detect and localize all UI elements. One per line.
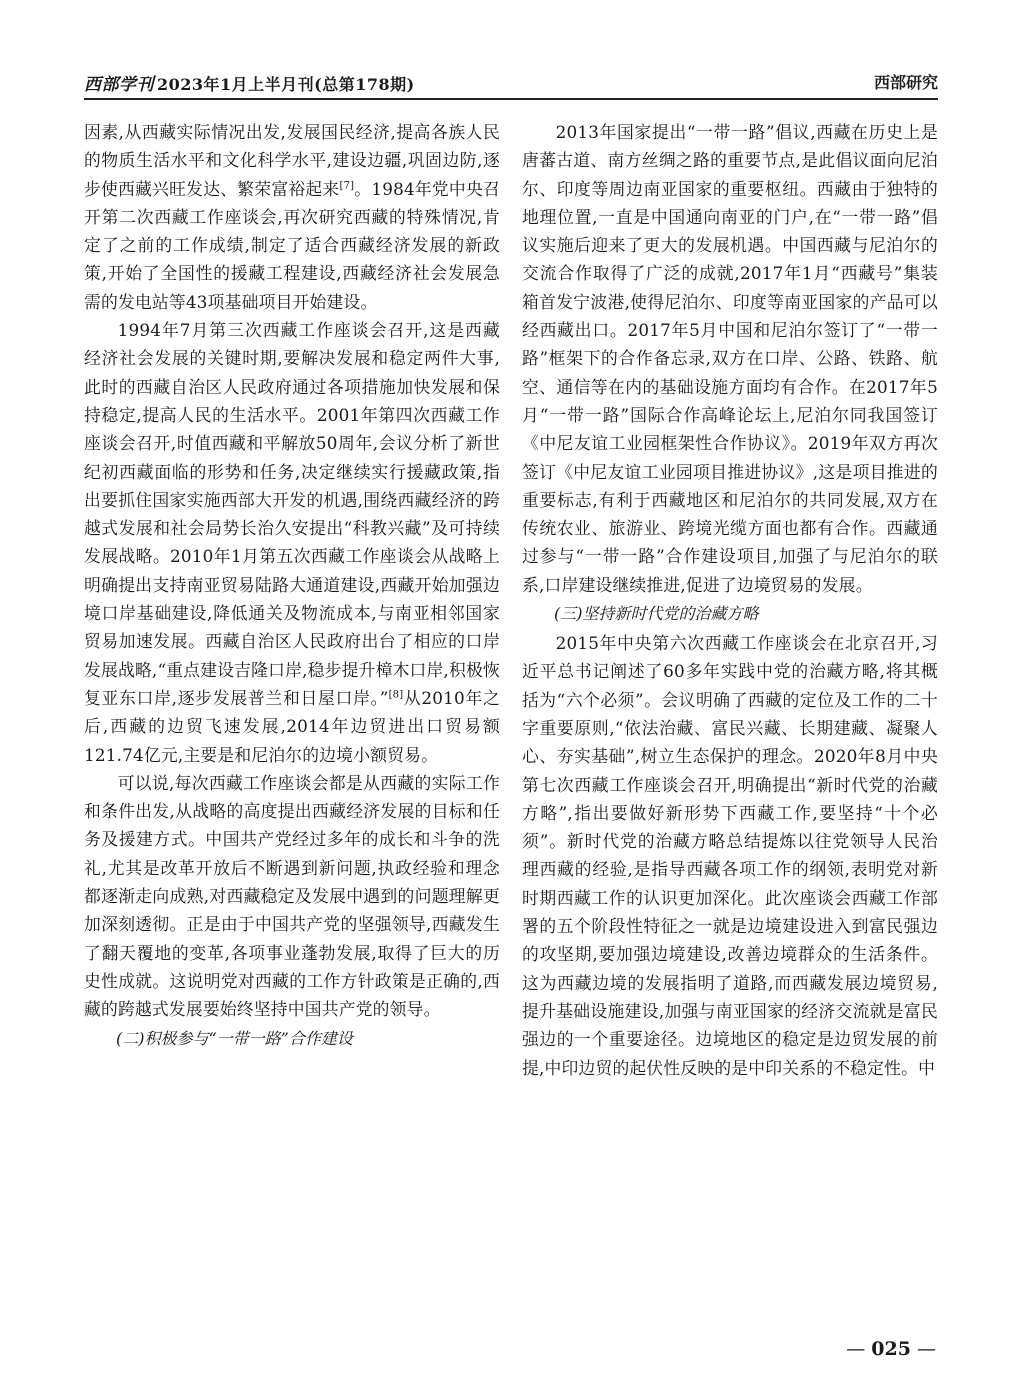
journal-issue bbox=[84, 70, 415, 95]
left-column bbox=[84, 118, 500, 1298]
paragraph bbox=[84, 118, 500, 316]
dash-right: — bbox=[910, 1338, 936, 1360]
issue-info: 2023年1月上半月刊(总第178期) bbox=[157, 75, 415, 94]
dash-left: — bbox=[846, 1338, 872, 1360]
paragraph-text: 1994年7月第三次西藏工作座谈会召开,这是西藏经济社会发展的关键时期,要解决发展和稳定两件大事,此时的西藏自治区人民政府通过各项措施加快发展和保持稳定,提高人民的生活水平。2001年第四次西藏工作座谈会召开,时值西藏和平解放50周年,会议分析了新世纪初西藏面临的形势和任务,决定继续实行援藏政策,指出要抓住国家实施西部大开发的机遇,围绕西藏经济的跨越式发展和社会局势长治久安提出“科教兴藏”及可持续发展战略。2010年1月第五次西藏工作座谈会从战略上明确提出支持南亚贸易陆路大通道建设,西藏开始加强边境口岸基础建设,降低通关及物流成本,与南亚相邻国家贸易加速发展。西藏自治区人民政府出台了相应的口岸发展战略,“重点建设吉隆口岸,稳步提升樟木口岸,积极恢复亚东口岸,逐步发展普兰和日屋口岸。” bbox=[84, 320, 500, 708]
page-footer bbox=[846, 1338, 936, 1360]
paragraph: 2013年国家提出“一带一路”倡议,西藏在历史上是唐蕃古道、南方丝绸之路的重要节点,是此倡议面向尼泊尔、印度等周边南亚国家的重要枢纽。西藏由于独特的地理位置,一直是中国通向南亚的门户,在“一带一路”倡议实施后迎来了更大的发展机遇。中国西藏与尼泊尔的交流合作取得了广泛的成就,2017年1月“西藏号”集装箱首发宁波港,使得尼泊尔、印度等南亚国家的产品可以经西藏出口。2017年5月中国和尼泊尔签订了“一带一路”框架下的合作备忘录,双方在口岸、公路、铁路、航空、通信等在内的基础设施方面均有合作。在2017年5月“一带一路”国际合作高峰论坛上,尼泊尔同我国签订《中尼友谊工业园框架性合作协议》。2019年双方再次签订《中尼友谊工业园项目推进协议》,这是项目推进的重要标志,有利于西藏地区和尼泊尔的共同发展,双方在传统农业、旅游业、跨境光缆方面也都有合作。西藏通过参与“一带一路”合作建设项目,加强了与尼泊尔的联系,口岸建设继续推进,促进了边境贸易的发展。 bbox=[522, 122, 938, 595]
section-title: 西部研究 bbox=[873, 73, 938, 92]
paragraph-text: 因素,从西藏实际情况出发,发展国民经济,提高各族人民的物质生活水平和文化科学水平,建设边疆,巩固边防,逐步使西藏兴旺发达、繁荣富裕起来 bbox=[84, 122, 500, 199]
paragraph-text: 。1984年党中央召开第二次西藏工作座谈会,再次研究西藏的特殊情况,肯定了之前的工作成绩,制定了适合西藏经济发展的新政策,开始了全国性的援藏工程建设,西藏经济社会发展急需的发电站等43项基础项目开始建设。 bbox=[84, 178, 500, 312]
citation-ref: [7] bbox=[339, 180, 355, 191]
paragraph-text: 从2010年之后,西藏的边贸飞速发展,2014年边贸进出口贸易额121.74亿元,主要是和尼泊尔的边境小额贸易。 bbox=[84, 687, 500, 765]
right-column bbox=[522, 118, 938, 1298]
section-heading: (二)积极参与“一带一路”合作建设 bbox=[116, 1028, 353, 1048]
section-heading: (三)坚持新时代党的治藏方略 bbox=[554, 604, 759, 624]
paragraph: 2015年中央第六次西藏工作座谈会在北京召开,习近平总书记阐述了60多年实践中党的治藏方略,将其概括为“六个必须”。会议明确了西藏的定位及工作的二十字重要原则,“依法治藏、富民兴藏、长期建藏、凝聚人心、夯实基础”,树立生态保护的理念。2020年8月中央第七次西藏工作座谈会召开,明确提出“新时代党的治藏方略”,指出要做好新形势下西藏工作,要坚持“十个必须”。新时代党的治藏方略总结提炼以往党领导人民治理西藏的经验,是指导西藏各项工作的纲领,表明党对新时期西藏工作的认识更加深化。此次座谈会西藏工作部署的五个阶段性特征之一就是边境建设进入到富民强边的攻坚期,要加强边境建设,改善边境群众的生活条件。这为西藏边境的发展指明了道路,而西藏发展边境贸易,提升基础设施建设,加强与南亚国家的经济交流就是富民强边的一个重要途径。边境地区的稳定是边贸发展的前提,中印边贸的起伏性反映的是中印关系的不稳定性。中 bbox=[522, 633, 938, 1078]
paragraph: 可以说,每次西藏工作座谈会都是从西藏的实际工作和条件出发,从战略的高度提出西藏经济发展的目标和任务及援建方式。中国共产党经过多年的成长和斗争的洗礼,尤其是改革开放后不断遇到新问题,执政经验和理念都逐渐走向成熟,对西藏稳定及发展中遇到的问题理解更加深刻透彻。正是由于中国共产党的坚强领导,西藏发生了翻天覆地的变革,各项事业蓬勃发展,取得了巨大的历史性成就。这说明党对西藏的工作方针政策是正确的,西藏的跨越式发展要始终坚持中国共产党的领导。 bbox=[84, 772, 500, 1020]
journal-logo: 西部学刊 bbox=[84, 75, 154, 95]
citation-ref: [8] bbox=[388, 689, 404, 701]
running-header bbox=[84, 68, 938, 100]
page-number: 025 bbox=[871, 1338, 911, 1360]
paragraph bbox=[84, 316, 500, 769]
